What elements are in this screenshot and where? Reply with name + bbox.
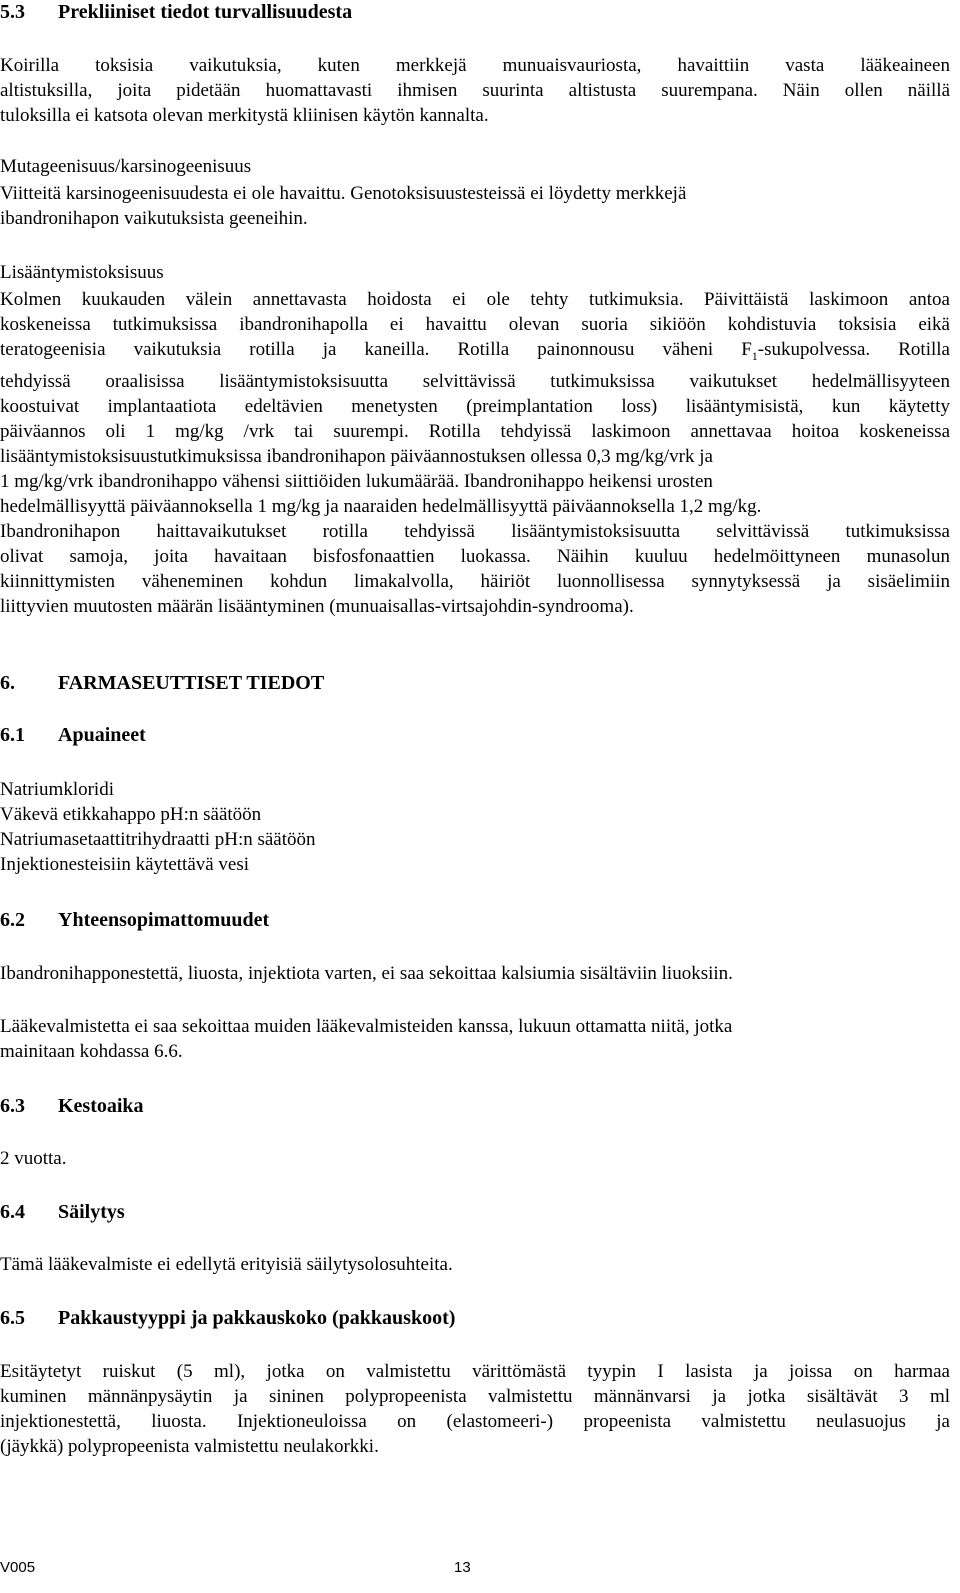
list-item: Väkevä etikkahappo pH:n säätöön [0,804,262,825]
subscript: 1 [751,348,758,363]
text-line: päiväannos oli 1 mg/kg /vrk tai suurempi. Rotilla tehdyissä laskimoon annettavaa hoitoa koskeneissa [0,420,950,442]
reproductive-paragraph [0,287,950,619]
section-title: Kestoaika [58,1095,144,1117]
text-run: -sukupolvessa. Rotilla [757,339,950,360]
section-number: 6.3 [0,1095,25,1117]
section-number: 5.3 [0,1,25,23]
text-line: mainitaan kohdassa 6.6. [0,1041,183,1062]
section-6-4-heading [0,1200,950,1225]
mutagenicity-paragraph [0,181,950,231]
text-line: tuloksilla ei katsota olevan merkitystä kliinisen käytön kannalta. [0,105,489,126]
text-line: 1 mg/kg/vrk ibandronihappo vähensi siittiöiden lukumäärää. Ibandronihappo heikensi urosten [0,470,713,492]
text-line-with-subscript [0,337,950,369]
text-line: hedelmällisyyttä päiväannoksella 1 mg/kg ja naaraiden hedelmällisyyttä päiväannoksella 1,2 mg/kg. [0,495,762,517]
section-title: Prekliiniset tiedot turvallisuudesta [58,1,353,23]
text-line: kuminen männänpysäytin ja sininen polypropeenista valmistettu männänvarsi ja jotka sisältävät 3 ml [0,1386,950,1407]
text-line: tehdyissä oraalisissa lisääntymistoksisuutta selvittävissä tutkimuksissa vaikutukset hedelmällisyyteen [0,370,950,392]
text-line: Lääkevalmistetta ei saa sekoittaa muiden lääkevalmisteiden kanssa, lukuun ottamatta niitä, jotka [0,1016,733,1037]
text-line: Ibandronihapponestettä, liuosta, injektiota varten, ei saa sekoittaa kalsiumia sisältäviin liuoksiin. [0,963,733,984]
section-title: FARMASEUTTISET TIEDOT [58,672,325,694]
text-line: koostuivat implantaatiota edeltävien menetysten (preimplantation loss) lisääntymisistä, kun käytetty [0,395,950,417]
text-line: (jäykkä) polypropeenista valmistettu neulakorkki. [0,1436,379,1457]
text-line: liittyvien muutosten määrän lisääntyminen (munuaisallas-virtsajohdin-syndrooma). [0,595,634,617]
incompatibilities-paragraph-2 [0,1014,950,1064]
text-line: olivat samoja, joita havaitaan bisfosfonaattien luokassa. Näihin kuuluu hedelmöittyneen munasolun [0,545,950,567]
section-title: Apuaineet [58,724,146,746]
subheading-text: Mutageenisuus/karsinogeenisuus [0,156,252,177]
text-line: Koirilla toksisia vaikutuksia, kuten merkkejä munuaisvauriosta, havaittiin vasta lääkeaineen [0,55,950,76]
storage-text [0,1252,950,1277]
section-number: 6.5 [0,1307,25,1329]
text-line: Esitäytetyt ruiskut (5 ml), jotka on valmistettu värittömästä tyypin I lasista ja joissa on harmaa [0,1361,950,1382]
incompatibilities-paragraph-1 [0,961,950,986]
section-6-1-heading [0,723,950,748]
subheading-reproductive [0,260,950,285]
text-line: Ibandronihapon haittavaikutukset rotilla tehdyissä lisääntymistoksisuutta selvittävissä tutkimuksissa [0,520,950,542]
intro-paragraph [0,53,950,128]
list-item: Natriumkloridi [0,779,114,800]
section-number: 6.2 [0,909,25,931]
section-6-3-heading [0,1094,950,1119]
section-6-heading [0,671,950,696]
section-title: Pakkaustyyppi ja pakkauskoko (pakkauskoot) [58,1307,456,1329]
list-item: Natriumasetaattitrihydraatti pH:n säätöön [0,829,316,850]
section-title: Säilytys [58,1201,125,1223]
text-line: Viitteitä karsinogeenisuudesta ei ole havaittu. Genotoksisuustesteissä ei löydetty merkkejä [0,183,687,204]
section-5-3-heading [0,0,950,25]
text-line: Kolmen kuukauden välein annettavasta hoidosta ei ole tehty tutkimuksia. Päivittäistä laskimoon antoa [0,289,950,310]
text-run: teratogeenisia vaikutuksia rotilla ja kaneilla. Rotilla painonnousu väheni F [0,339,752,360]
list-item: Injektionesteisiin käytettävä vesi [0,854,250,875]
text-line: koskeneissa tutkimuksissa ibandronihapolla ei havaittu olevan suoria sikiöön kohdistuvia toksisia eikä [0,314,950,335]
text-line: altistuksilla, joita pidetään huomattavasti ihmisen suurinta altistusta suurempana. Näin ollen näillä [0,80,950,101]
text-line: lisääntymistoksisuustutkimuksissa ibandronihapon päiväannostuksen ollessa 0,3 mg/kg/vrk ja [0,445,713,467]
excipients-list [0,777,950,877]
section-number: 6.1 [0,724,25,746]
packaging-paragraph [0,1359,950,1459]
section-title: Yhteensopimattomuudet [58,909,270,931]
footer-page-number: 13 [454,1559,471,1576]
section-6-5-heading [0,1306,950,1331]
subheading-mutagenicity [0,154,950,179]
text-line: 2 vuotta. [0,1148,67,1169]
text-line: injektionestettä, liuosta. Injektioneuloissa on (elastomeeri-) propeenista valmistettu neulasuojus ja [0,1411,950,1432]
shelf-life-text [0,1146,950,1171]
section-6-2-heading [0,908,950,933]
text-line: Tämä lääkevalmiste ei edellytä erityisiä säilytysolosuhteita. [0,1254,453,1275]
text-line: kiinnittymisten väheneminen kohdun limakalvolla, häiriöt luonnollisessa synnytyksessä ja sisäelimiin [0,570,950,592]
section-number: 6. [0,672,15,694]
subheading-text: Lisääntymistoksisuus [0,262,164,283]
text-line: ibandronihapon vaikutuksista geeneihin. [0,208,308,229]
footer-version: V005 [0,1559,36,1576]
section-number: 6.4 [0,1201,25,1223]
